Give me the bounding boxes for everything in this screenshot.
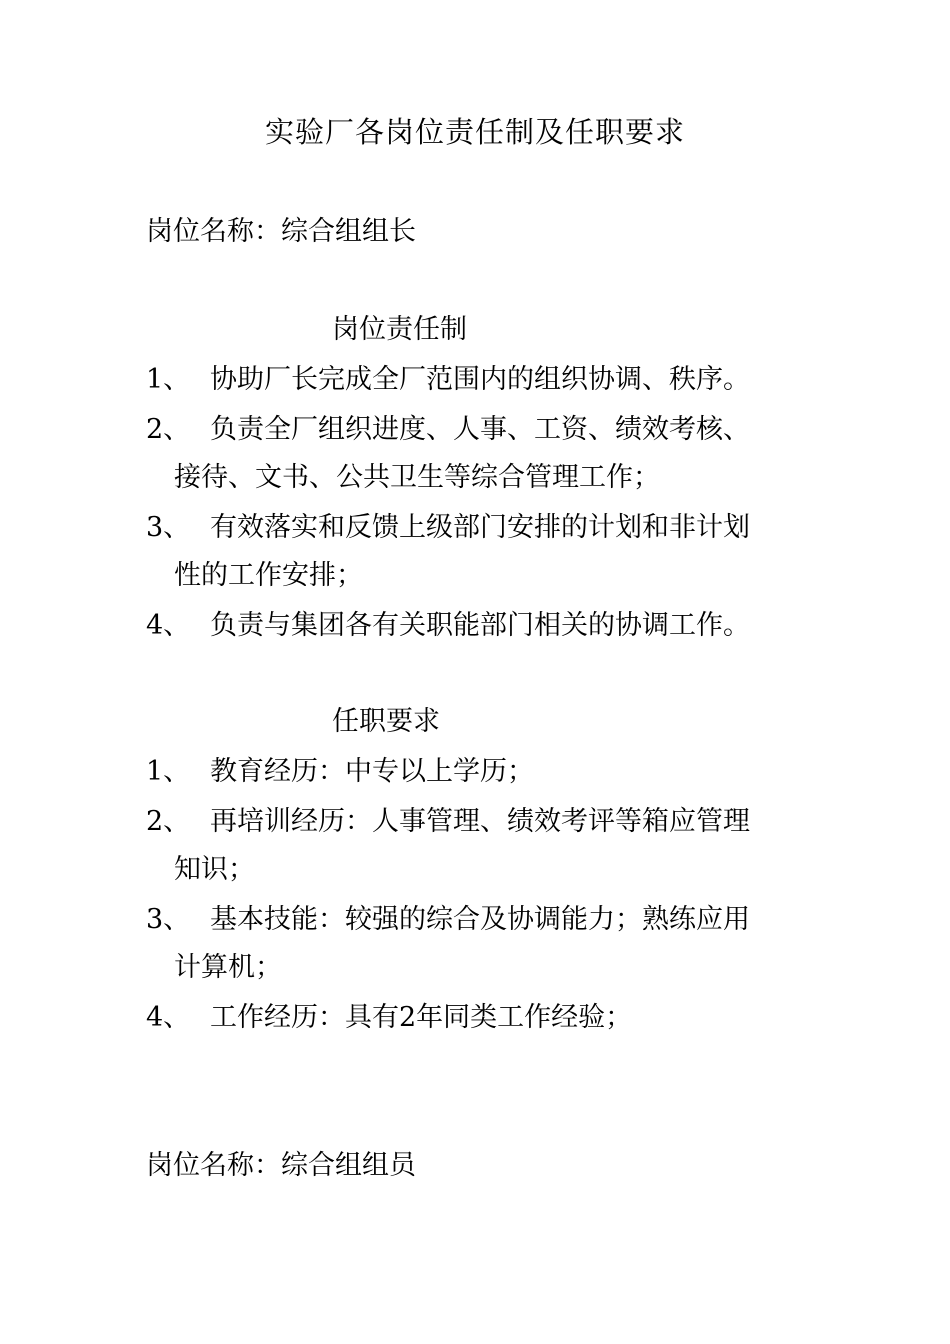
document-title: 实验厂各岗位责任制及任职要求 — [264, 115, 685, 149]
item-text: 负责全厂组织进度、人事、工资、绩效考核、 — [210, 414, 750, 445]
item-text: 教育经历：中专以上学历； — [210, 756, 534, 787]
responsibility-item-3 — [146, 504, 806, 600]
requirement-item-3 — [146, 896, 806, 992]
item-text-continued: 计算机； — [174, 952, 282, 983]
item-number: 3、 — [146, 904, 191, 935]
item-text: 工作经历：具有2年同类工作经验； — [210, 1002, 633, 1033]
item-text-continued: 性的工作安排； — [174, 560, 363, 591]
item-text: 有效落实和反馈上级部门安排的计划和非计划 — [210, 512, 750, 543]
responsibility-item-1 — [146, 356, 806, 404]
post-name-1: 岗位名称：综合组组长 — [146, 216, 416, 247]
responsibility-item-2 — [146, 406, 806, 502]
item-number: 4、 — [146, 610, 191, 641]
item-number: 2、 — [146, 414, 191, 445]
item-number: 2、 — [146, 806, 191, 837]
responsibility-item-4 — [146, 602, 806, 650]
requirement-item-2 — [146, 798, 806, 894]
item-number: 4、 — [146, 1002, 191, 1033]
post-name-2: 岗位名称：综合组组员 — [146, 1150, 416, 1181]
requirement-item-4 — [146, 994, 806, 1042]
item-text: 基本技能：较强的综合及协调能力；熟练应用 — [210, 904, 750, 935]
requirement-item-1 — [146, 748, 806, 796]
item-text: 负责与集团各有关职能部门相关的协调工作。 — [210, 610, 750, 641]
item-number: 1、 — [146, 364, 191, 395]
item-text-continued: 知识； — [174, 854, 255, 885]
item-text: 协助厂长完成全厂范围内的组织协调、秩序。 — [210, 364, 750, 395]
responsibilities-heading: 岗位责任制 — [332, 314, 467, 345]
item-text-continued: 接待、文书、公共卫生等综合管理工作； — [174, 462, 660, 493]
item-number: 3、 — [146, 512, 191, 543]
requirements-heading: 任职要求 — [332, 706, 440, 737]
item-text: 再培训经历：人事管理、绩效考评等箱应管理 — [210, 806, 750, 837]
item-number: 1、 — [146, 756, 191, 787]
